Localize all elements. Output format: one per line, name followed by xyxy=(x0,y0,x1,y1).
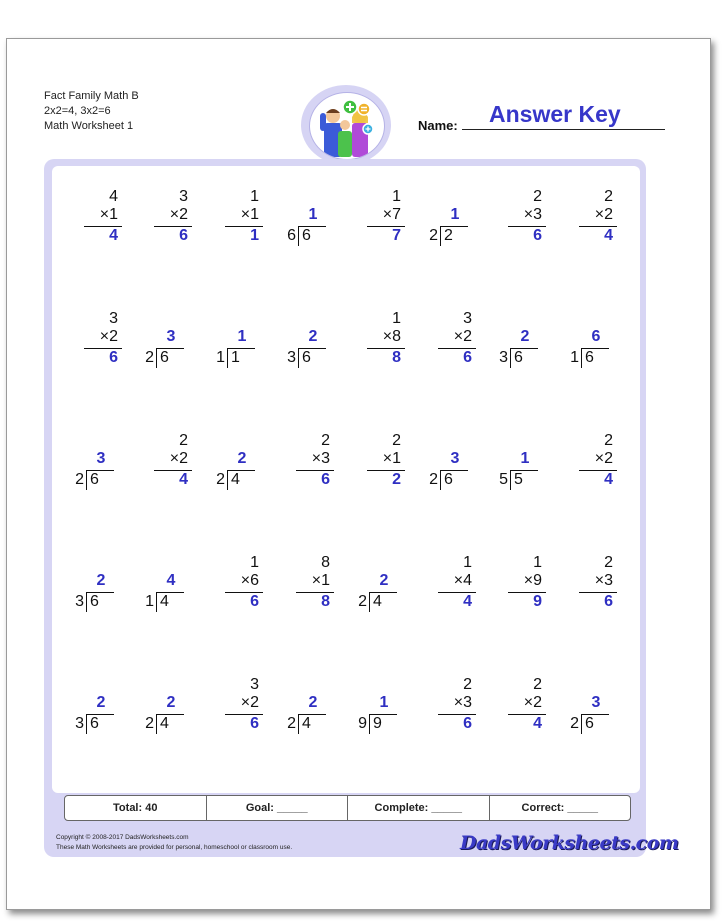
factor-top: 2 xyxy=(604,188,613,205)
product-answer: 4 xyxy=(533,715,542,732)
multiplication-problem xyxy=(207,554,267,624)
division-bracket xyxy=(369,714,370,734)
quotient-answer: 1 xyxy=(520,450,530,467)
product-answer: 6 xyxy=(533,227,542,244)
division-problem xyxy=(420,188,480,258)
division-bracket xyxy=(298,714,299,734)
division-problem xyxy=(66,676,126,746)
divisor: 2 xyxy=(145,715,154,732)
division-problem xyxy=(278,188,338,258)
family-icon xyxy=(310,93,384,159)
division-problem xyxy=(561,310,621,380)
multiplication-problem xyxy=(420,676,480,746)
factor-top: 3 xyxy=(463,310,472,327)
factor-top: 2 xyxy=(321,432,330,449)
worksheet-header xyxy=(44,89,139,134)
product-answer: 4 xyxy=(463,593,472,610)
factor-bottom: ×7 xyxy=(382,206,401,223)
multiplication-problem xyxy=(420,310,480,380)
factor-top: 1 xyxy=(250,188,259,205)
multiplication-problem xyxy=(207,676,267,746)
division-bracket xyxy=(86,592,87,612)
multiplication-problem xyxy=(420,554,480,624)
product-answer: 6 xyxy=(321,471,330,488)
quotient-answer: 3 xyxy=(450,450,460,467)
multiplication-problem xyxy=(490,676,550,746)
product-answer: 1 xyxy=(250,227,259,244)
divisor: 1 xyxy=(145,593,154,610)
division-bracket xyxy=(227,348,228,368)
usage-line: These Math Worksheets are provided for personal, homeschool or classroom use. xyxy=(56,844,293,851)
multiplication-problem xyxy=(349,432,409,502)
division-bracket xyxy=(298,348,299,368)
worksheet-number: Math Worksheet 1 xyxy=(44,120,134,132)
factor-bottom: ×3 xyxy=(311,450,330,467)
factor-bottom: ×2 xyxy=(99,328,118,345)
dividend: 9 xyxy=(373,715,382,732)
division-problem xyxy=(490,310,550,380)
factor-bottom: ×2 xyxy=(169,450,188,467)
complete-cell: Complete: _____ xyxy=(348,796,490,820)
factor-top: 8 xyxy=(321,554,330,571)
dividend: 4 xyxy=(160,715,169,732)
factor-top: 2 xyxy=(533,676,542,693)
quotient-answer: 2 xyxy=(166,694,176,711)
divisor: 2 xyxy=(216,471,225,488)
product-answer: 4 xyxy=(179,471,188,488)
factor-bottom: ×3 xyxy=(594,572,613,589)
divisor: 3 xyxy=(287,349,296,366)
factor-bottom: ×2 xyxy=(240,694,259,711)
division-bracket xyxy=(86,714,87,734)
factor-top: 1 xyxy=(392,188,401,205)
factor-bottom: ×2 xyxy=(594,450,613,467)
divisor: 3 xyxy=(499,349,508,366)
quotient-answer: 2 xyxy=(520,328,530,345)
quotient-answer: 3 xyxy=(591,694,601,711)
dividend: 6 xyxy=(585,715,594,732)
factor-top: 4 xyxy=(109,188,118,205)
division-problem xyxy=(349,554,409,624)
multiplication-problem xyxy=(490,554,550,624)
divisor: 5 xyxy=(499,471,508,488)
worksheet-title: Fact Family Math B xyxy=(44,90,139,102)
division-problem xyxy=(66,432,126,502)
dividend: 6 xyxy=(302,349,311,366)
dividend: 1 xyxy=(231,349,240,366)
divisor: 2 xyxy=(570,715,579,732)
goal-cell: Goal: _____ xyxy=(207,796,349,820)
product-answer: 6 xyxy=(463,349,472,366)
divisor: 3 xyxy=(75,593,84,610)
dividend: 4 xyxy=(160,593,169,610)
answer-key-label: Answer Key xyxy=(489,101,621,127)
dividend: 4 xyxy=(373,593,382,610)
score-box xyxy=(64,795,631,821)
division-bracket xyxy=(510,348,511,368)
quotient-answer: 1 xyxy=(308,206,318,223)
dividend: 6 xyxy=(160,349,169,366)
division-problem xyxy=(278,676,338,746)
product-answer: 4 xyxy=(604,227,613,244)
dividend: 6 xyxy=(302,227,311,244)
product-answer: 6 xyxy=(109,349,118,366)
quotient-answer: 2 xyxy=(308,694,318,711)
divisor: 2 xyxy=(429,471,438,488)
division-problem xyxy=(136,310,196,380)
factor-bottom: ×2 xyxy=(453,328,472,345)
quotient-answer: 1 xyxy=(379,694,389,711)
family-logo xyxy=(301,85,391,165)
divisor: 2 xyxy=(75,471,84,488)
division-bracket xyxy=(581,714,582,734)
factor-bottom: ×1 xyxy=(311,572,330,589)
multiplication-problem xyxy=(349,310,409,380)
multiplication-problem xyxy=(207,188,267,258)
division-problem xyxy=(136,676,196,746)
division-problem xyxy=(561,676,621,746)
product-answer: 6 xyxy=(250,715,259,732)
quotient-answer: 4 xyxy=(166,572,176,589)
product-answer: 6 xyxy=(463,715,472,732)
product-answer: 2 xyxy=(392,471,401,488)
factor-bottom: ×2 xyxy=(594,206,613,223)
factor-bottom: ×2 xyxy=(523,694,542,711)
dividend: 4 xyxy=(231,471,240,488)
divisor: 2 xyxy=(145,349,154,366)
divisor: 6 xyxy=(287,227,296,244)
quotient-answer: 1 xyxy=(237,328,247,345)
dividend: 6 xyxy=(90,715,99,732)
dividend: 6 xyxy=(585,349,594,366)
factor-bottom: ×6 xyxy=(240,572,259,589)
dividend: 5 xyxy=(514,471,523,488)
divisor: 1 xyxy=(570,349,579,366)
factor-bottom: ×2 xyxy=(169,206,188,223)
factor-top: 2 xyxy=(392,432,401,449)
factor-top: 2 xyxy=(463,676,472,693)
division-problem xyxy=(207,310,267,380)
product-answer: 9 xyxy=(533,593,542,610)
factor-top: 1 xyxy=(392,310,401,327)
quotient-answer: 3 xyxy=(96,450,106,467)
multiplication-problem xyxy=(136,188,196,258)
multiplication-problem xyxy=(490,188,550,258)
factor-bottom: ×1 xyxy=(240,206,259,223)
multiplication-problem xyxy=(561,432,621,502)
factor-top: 3 xyxy=(179,188,188,205)
factor-bottom: ×3 xyxy=(453,694,472,711)
name-label: Name: xyxy=(418,118,458,133)
factor-top: 2 xyxy=(533,188,542,205)
quotient-answer: 2 xyxy=(96,572,106,589)
factor-bottom: ×8 xyxy=(382,328,401,345)
multiplication-problem xyxy=(66,188,126,258)
division-problem xyxy=(136,554,196,624)
factor-top: 2 xyxy=(604,432,613,449)
factor-top: 3 xyxy=(250,676,259,693)
copyright-notice xyxy=(56,833,292,853)
product-answer: 4 xyxy=(604,471,613,488)
division-bracket xyxy=(581,348,582,368)
product-answer: 6 xyxy=(604,593,613,610)
factor-bottom: ×3 xyxy=(523,206,542,223)
division-problem xyxy=(349,676,409,746)
copyright-line: Copyright © 2008-2017 DadsWorksheets.com xyxy=(56,834,189,841)
divisor: 2 xyxy=(358,593,367,610)
factor-top: 1 xyxy=(250,554,259,571)
division-bracket xyxy=(369,592,370,612)
quotient-answer: 1 xyxy=(450,206,460,223)
dividend: 6 xyxy=(90,593,99,610)
divisor: 2 xyxy=(287,715,296,732)
factor-bottom: ×1 xyxy=(99,206,118,223)
factor-top: 1 xyxy=(533,554,542,571)
brand-logo: DadsWorksheets.com xyxy=(460,832,679,854)
multiplication-problem xyxy=(278,554,338,624)
quotient-answer: 2 xyxy=(237,450,247,467)
multiplication-problem xyxy=(561,554,621,624)
product-answer: 8 xyxy=(392,349,401,366)
dividend: 6 xyxy=(90,471,99,488)
division-problem xyxy=(490,432,550,502)
division-bracket xyxy=(440,226,441,246)
division-bracket xyxy=(86,470,87,490)
multiplication-problem xyxy=(561,188,621,258)
factor-top: 3 xyxy=(109,310,118,327)
dividend: 4 xyxy=(302,715,311,732)
division-bracket xyxy=(156,348,157,368)
worksheet-subtitle: 2x2=4, 3x2=6 xyxy=(44,105,111,117)
product-answer: 8 xyxy=(321,593,330,610)
division-bracket xyxy=(298,226,299,246)
divisor: 3 xyxy=(75,715,84,732)
factor-bottom: ×1 xyxy=(382,450,401,467)
dividend: 2 xyxy=(444,227,453,244)
correct-cell: Correct: _____ xyxy=(521,802,598,814)
division-problem xyxy=(278,310,338,380)
division-bracket xyxy=(227,470,228,490)
divisor: 2 xyxy=(429,227,438,244)
product-answer: 4 xyxy=(109,227,118,244)
factor-top: 1 xyxy=(463,554,472,571)
division-problem xyxy=(66,554,126,624)
quotient-answer: 3 xyxy=(166,328,176,345)
dividend: 6 xyxy=(444,471,453,488)
multiplication-problem xyxy=(278,432,338,502)
factor-bottom: ×9 xyxy=(523,572,542,589)
quotient-answer: 2 xyxy=(308,328,318,345)
factor-top: 2 xyxy=(604,554,613,571)
divisor: 1 xyxy=(216,349,225,366)
division-bracket xyxy=(156,714,157,734)
division-problem xyxy=(420,432,480,502)
product-answer: 6 xyxy=(179,227,188,244)
factor-bottom: ×4 xyxy=(453,572,472,589)
factor-top: 2 xyxy=(179,432,188,449)
multiplication-problem xyxy=(349,188,409,258)
total-cell: Total: 40 xyxy=(65,796,207,820)
multiplication-problem xyxy=(66,310,126,380)
division-bracket xyxy=(440,470,441,490)
quotient-answer: 2 xyxy=(379,572,389,589)
quotient-answer: 2 xyxy=(96,694,106,711)
product-answer: 6 xyxy=(250,593,259,610)
name-line xyxy=(462,129,665,130)
divisor: 9 xyxy=(358,715,367,732)
division-bracket xyxy=(510,470,511,490)
multiplication-problem xyxy=(136,432,196,502)
division-bracket xyxy=(156,592,157,612)
dividend: 6 xyxy=(514,349,523,366)
product-answer: 7 xyxy=(392,227,401,244)
division-problem xyxy=(207,432,267,502)
quotient-answer: 6 xyxy=(591,328,601,345)
